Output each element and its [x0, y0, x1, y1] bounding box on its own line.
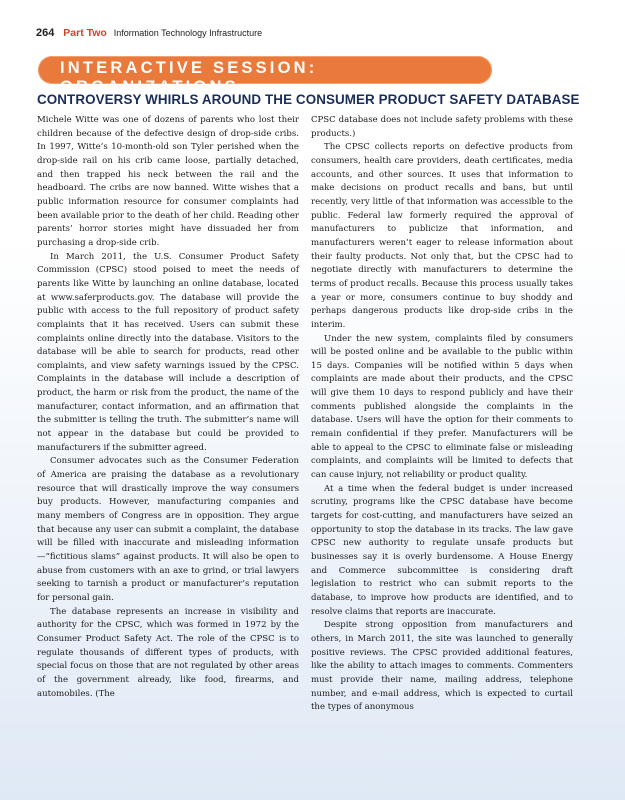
- paragraph: Michele Witte was one of dozens of parents who lost their children because of the defective design of drop-side cribs. In 1997, Witte’s 10-month-old son Tyler perished when the drop-side rail on his crib came loose, partially detached, and then trapped his neck between the rail and the headboard. The cribs are now banned. Witte wishes that a public information resource for consumer complaints had been available prior to the death of her child. Reading other parents’ horror stories might have dissuaded her from purchasing a drop-side crib.: [37, 115, 299, 248]
- banner-label: INTERACTIVE SESSION: ORGANIZATIONS: [60, 59, 318, 96]
- page-header: [36, 27, 262, 39]
- paragraph: Despite strong opposition from manufacturers and others, in March 2011, the site was launched to generally positive reviews. The CPSC provided additional features, like the ability to attach images to comments. Commenters must provide their name, mailing address, telephone number, and e-mail address, which is expected to curtail the types of anonymous: [311, 620, 573, 713]
- article-headline: CONTROVERSY WHIRLS AROUND THE CONSUMER PRODUCT SAFETY DATABASE: [37, 92, 580, 107]
- interactive-session-banner: [38, 56, 492, 96]
- paragraph: The database represents an increase in visibility and authority for the CPSC, which was formed in 1972 by the Consumer Product Safety Act. The role of the CPSC is to regulate thousands of different types of products, with special focus on those that are not regulated by other areas of the government already, like food, firearms, and automobiles. (The: [37, 606, 299, 699]
- article-left-column: [37, 114, 299, 701]
- part-subtitle: Information Technology Infrastructure: [113, 28, 263, 38]
- paragraph: The CPSC collects reports on defective products from consumers, health care providers, death certificates, media accounts, and other sources. It uses that information to make decisions on product recalls and bans, but until recently, very little of that information was accessible to the public. Federal law formerly required the approval of manufacturers to publicize that information, and manufacturers weren’t eager to release information about their faulty products. Not only that, but the CPSC had to negotiate directly with manufacturers to determine the terms of product recalls. Because this process usually takes a year or more, consumers continue to buy shoddy and perhaps dangerous products like drop-side cribs in the interim.: [311, 142, 573, 330]
- article-right-column: [311, 114, 573, 715]
- paragraph: In March 2011, the U.S. Consumer Product Safety Commission (CPSC) stood poised to meet the needs of parents like Witte by launching an online database, located at www.saferproducts.gov. The database will provide the public with access to the full repository of product safety complaints that it has received. Users can submit these complaints online directly into the database. Visitors to the database will be able to search for products, read other complaints, and view safety warnings issued by the CPSC. Complaints in the database will include a description of product, the harm or risk from the product, the name of the manufacturer, contact information, and an affirmation that the submitter is telling the truth. The submitter’s name will not appear in the database but could be provided to manufacturers if the submitter agreed.: [37, 251, 299, 453]
- page-number: 264: [36, 27, 55, 39]
- paragraph: Consumer advocates such as the Consumer Federation of America are praising the database as a revolutionary resource that will drastically improve the way consumers buy products. However, manufacturing companies and many members of Congress are in opposition. They argue that because any user can submit a complaint, the database will be filled with inaccurate and misleading information—“fictitious slams” against products. It will also be open to abuse from customers with an axe to grind, or trial lawyers seeking to tarnish a product or manufacturer’s reputation for personal gain.: [37, 456, 299, 603]
- part-label: Part Two: [63, 27, 107, 39]
- paragraph: At a time when the federal budget is under increased scrutiny, programs like the CPSC database have become targets for cost-cutting, and manufacturers have seized an opportunity to stop the database in its tracks. The law gave CPSC new authority to regulate unsafe products but businesses say it is overly burdensome. A House Energy and Commerce subcommittee is considering draft legislation to restrict who can submit reports to the database, to improve how products are identified, and to resolve claims that reports are inaccurate.: [311, 483, 573, 617]
- paragraph: Under the new system, complaints filed by consumers will be posted online and be available to the public within 15 days. Companies will be notified within 5 days when complaints are made about their products, and the CPSC will give them 10 days to respond publicly and have their comments published alongside the complaints in the database. Users will have the option for their comments to remain confidential if they prefer. Manufacturers will be able to appeal to the CPSC to eliminate false or misleading complaints, and complaints will be limited to defects that can cause injury, not reliability or product quality.: [311, 333, 573, 481]
- paragraph: CPSC database does not include safety problems with these products.): [311, 115, 573, 139]
